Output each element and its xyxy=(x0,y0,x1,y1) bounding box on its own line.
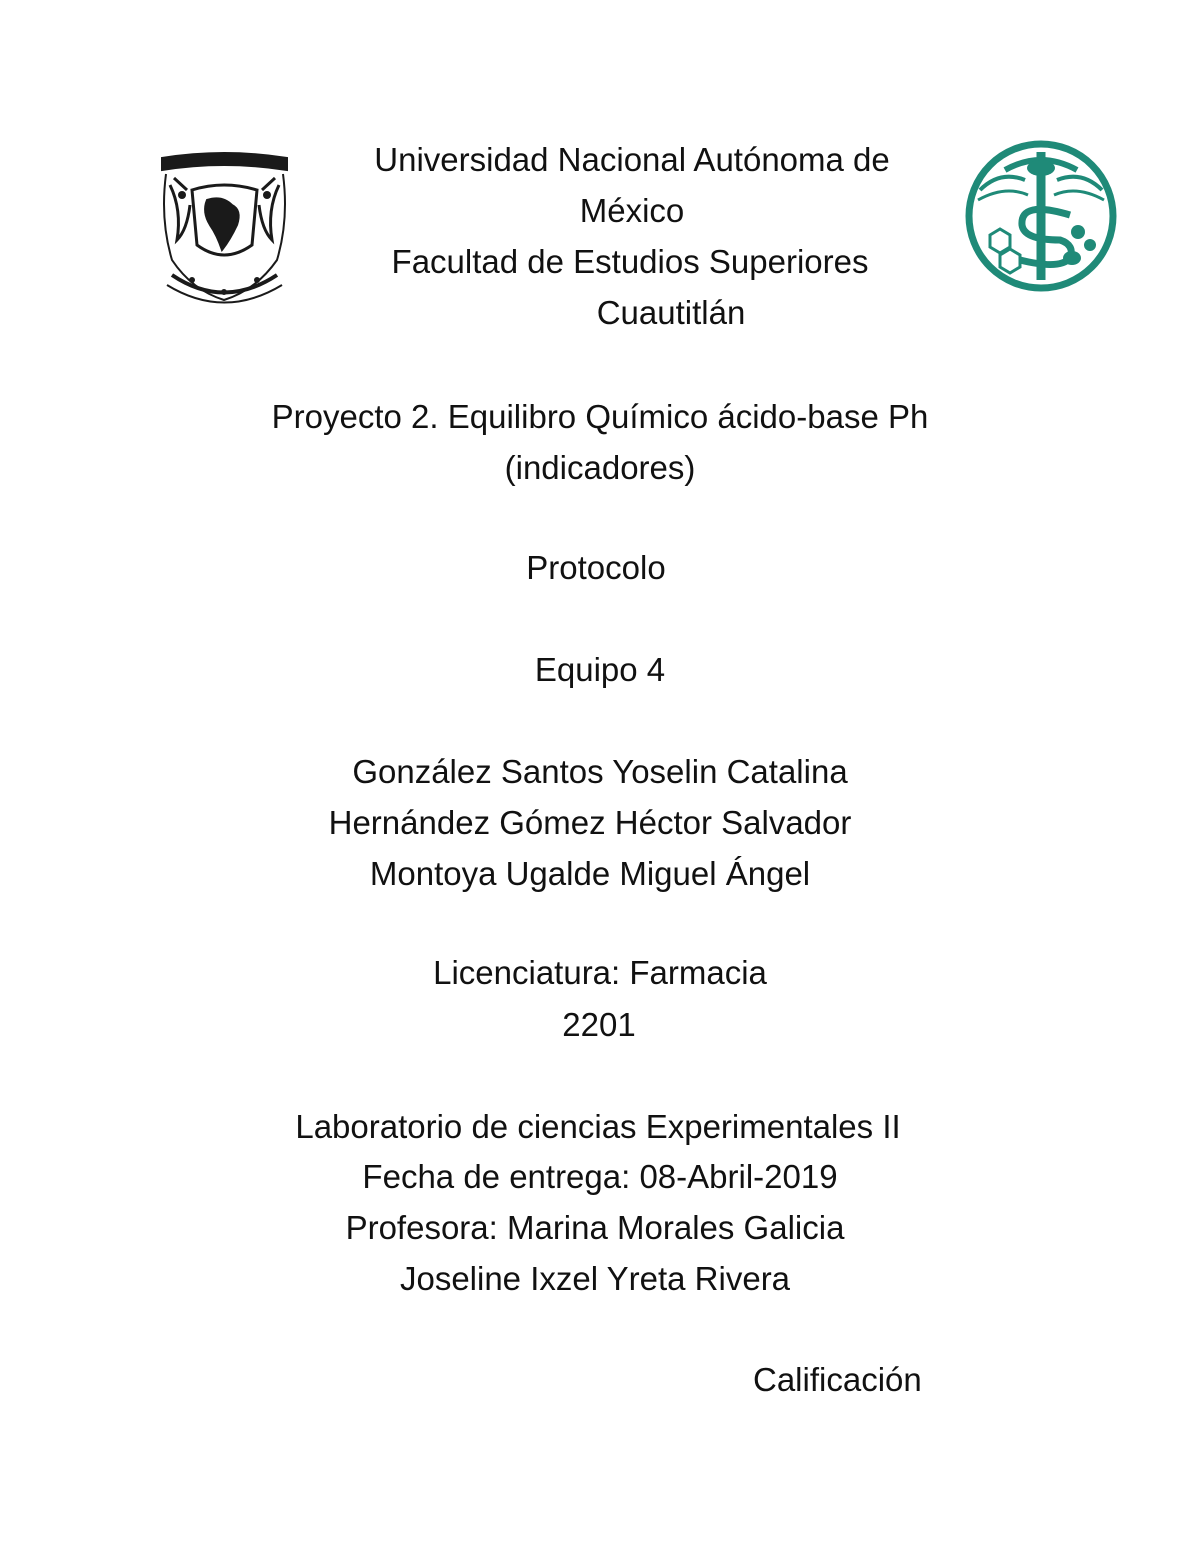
project-title-line1: Proyecto 2. Equilibro Químico ácido-base Ph xyxy=(271,398,929,435)
laboratory-name: Laboratorio de ciencias Experimentales II xyxy=(295,1108,901,1145)
university-name-line2: México xyxy=(579,192,685,229)
document-type: Protocolo xyxy=(526,549,666,586)
faculty-name-line2: Cuautitlán xyxy=(596,294,746,331)
university-name-line1: Universidad Nacional Autónoma de xyxy=(374,141,890,178)
grade-label: Calificación xyxy=(753,1361,922,1398)
project-title-line2: (indicadores) xyxy=(504,449,696,486)
team-number: Equipo 4 xyxy=(534,651,666,688)
pharmacy-emblem-icon xyxy=(960,140,1123,292)
faculty-name-line1: Facultad de Estudios Superiores xyxy=(391,243,869,280)
team-member: Hernández Gómez Héctor Salvador xyxy=(328,804,852,841)
team-member: González Santos Yoselin Catalina xyxy=(352,753,848,790)
teacher-name: Profesora: Marina Morales Galicia xyxy=(345,1209,845,1246)
team-member: Montoya Ugalde Miguel Ángel xyxy=(369,855,811,892)
teacher-name: Joseline Ixzel Yreta Rivera xyxy=(399,1260,791,1297)
unam-crest-icon xyxy=(152,150,297,310)
group-number: 2201 xyxy=(562,1006,636,1043)
degree-program: Licenciatura: Farmacia xyxy=(433,954,767,991)
due-date: Fecha de entrega: 08-Abril-2019 xyxy=(362,1158,838,1195)
